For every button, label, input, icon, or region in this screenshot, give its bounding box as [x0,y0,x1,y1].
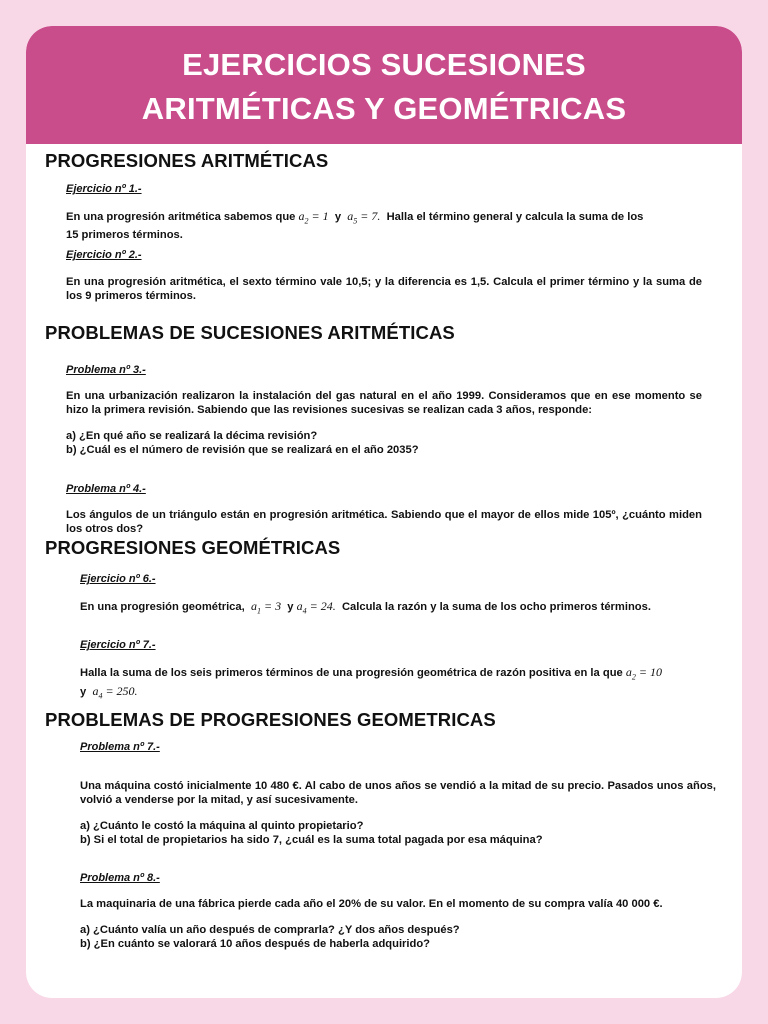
exercise-2-text: En una progresión aritmética, el sexto término vale 10,5; y la diferencia es 1,5. Calcula el primer término y la suma de los 9 primeros términos. [66,276,702,302]
problem-8-question-a: a) ¿Cuánto valía un año después de comprarla? ¿Y dos años después? [80,924,460,936]
page-title-line2: ARITMÉTICAS Y GEOMÉTRICAS [141,91,627,126]
exercise-6-label: Ejercicio nº 6.- [80,573,156,585]
exercise-2-label: Ejercicio nº 2.- [66,249,142,261]
exercise-7-text: Halla la suma de los seis primeros términos de una progresión geométrica de razón positiva en la que $a_2 = 10$ y $a_4 = 250$. [80,665,662,701]
exercise-6-text: En una progresión geométrica, $a_1 = 3$ y $a_4 = 24$. Calcula la razón y la suma de los ocho primeros términos. [80,599,651,616]
problem-7-text: Una máquina costó inicialmente 10 480 €. Al cabo de unos años se vendió a la mitad de su precio. Pasados unos años, volvió a venderse por la mitad, y así sucesivamente. [80,780,716,806]
page-title-line1: EJERCICIOS SUCESIONES [182,47,586,82]
problem-8-text: La maquinaria de una fábrica pierde cada año el 20% de su valor. En el momento de su compra valía 40 000 €. [80,898,663,910]
problem-4-label: Problema nº 4.- [66,483,146,495]
section-heading-arithmetic: PROGRESIONES ARITMÉTICAS [45,150,329,171]
section-heading-geometric: PROGRESIONES GEOMÉTRICAS [45,537,341,558]
math-a4: $a_4 = 24$. [296,599,336,616]
section-heading-arithmetic-problems: PROBLEMAS DE SUCESIONES ARITMÉTICAS [45,322,455,343]
math-a4-geometric: $a_4 = 250$. [92,684,138,701]
problem-4-text: Los ángulos de un triángulo están en progresión aritmética. Sabiendo que el mayor de ellos mide 105º, ¿cuánto miden los otros dos? [66,509,702,535]
problem-3-question-b: b) ¿Cuál es el número de revisión que se realizará en el año 2035? [66,444,419,456]
math-a5: $a_5 = 7$. [347,209,381,226]
problem-8-question-b: b) ¿En cuánto se valorará 10 años después de haberla adquirido? [80,938,431,950]
math-a1: $a_1 = 3$ [250,599,282,616]
problem-7-label: Problema nº 7.- [80,741,160,753]
worksheet-card [26,26,742,998]
math-a2: $a_2 = 1$ [298,209,329,226]
problem-3-label: Problema nº 3.- [66,364,146,376]
exercise-1-text: En una progresión aritmética sabemos que $a_2 = 1$ y $a_5 = 7$. Halla el término general y calcula la suma de los 15 primeros términos. [66,209,644,242]
section-heading-geometric-problems: PROBLEMAS DE PROGRESIONES GEOMETRICAS [45,709,496,730]
title-banner [26,26,742,144]
problem-3-question-a: a) ¿En qué año se realizará la décima revisión? [66,430,318,442]
problem-3-text: En una urbanización realizaron la instalación del gas natural en el año 1999. Consideramos que en ese momento se hizo la primera revisión. Sabiendo que las revisiones sucesivas se realizan cada 3 años, responde: [66,390,702,416]
math-a2-geometric: $a_2 = 10$ [625,665,662,682]
problem-7-question-a: a) ¿Cuánto le costó la máquina al quinto propietario? [80,820,364,832]
exercise-1-label: Ejercicio nº 1.- [66,183,142,195]
problem-8-label: Problema nº 8.- [80,872,160,884]
problem-7-question-b: b) Si el total de propietarios ha sido 7, ¿cuál es la suma total pagada por esa máquina? [80,834,543,846]
exercise-7-label: Ejercicio nº 7.- [80,639,156,651]
